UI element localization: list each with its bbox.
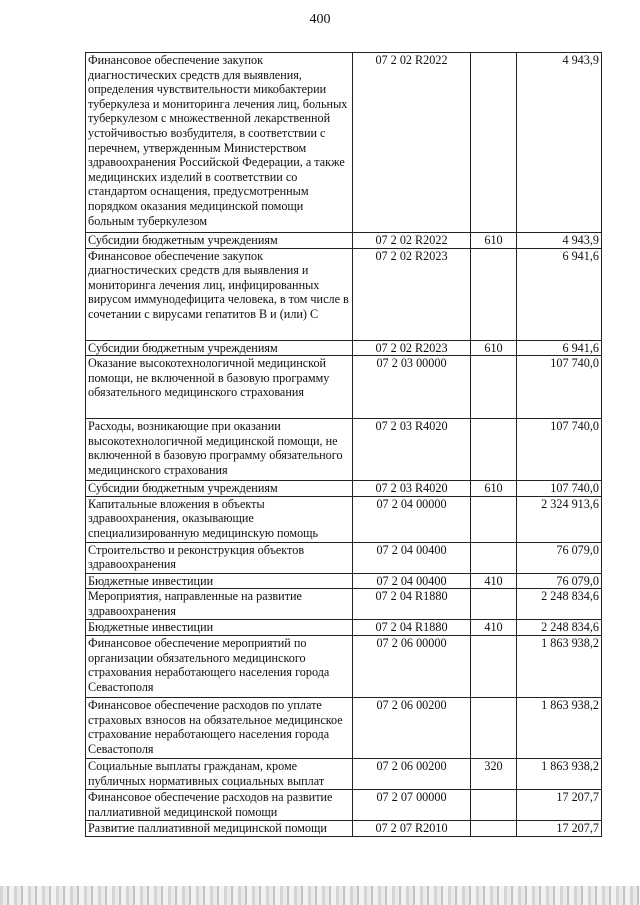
row-type xyxy=(471,53,517,233)
table-row xyxy=(86,620,602,636)
row-type: 610 xyxy=(471,340,517,356)
row-name: Мероприятия, направленные на развитие здравоохранения xyxy=(86,589,353,620)
table-row xyxy=(86,53,602,233)
row-name: Финансовое обеспечение расходов по уплате страховых взносов на обязательное медицинское страхование неработающего населения города Севастополя xyxy=(86,697,353,758)
table-row xyxy=(86,248,602,340)
table-row xyxy=(86,758,602,789)
table-row xyxy=(86,542,602,573)
table-row xyxy=(86,481,602,497)
row-code: 07 2 02 R2023 xyxy=(353,340,471,356)
row-code: 07 2 02 R2022 xyxy=(353,233,471,249)
row-name: Финансовое обеспечение закупок диагностических средств для выявления, определения чувствительности микобактерии туберкулеза и мониторинга лечения лиц, больных туберкулезом с множественной лекарственной устойчивостью возбудителя, в соответствии с перечнем, утвержденным Министерством здравоохранения Российской Федерации, а также медицинских изделий в соответствии со стандартом оснащения, предусмотренным порядком оказания медицинской помощи больным туберкулезом xyxy=(86,53,353,233)
row-code: 07 2 04 00400 xyxy=(353,573,471,589)
page-number: 400 xyxy=(309,12,331,27)
row-code: 07 2 06 00200 xyxy=(353,697,471,758)
table-row xyxy=(86,789,602,820)
row-sum: 1 863 938,2 xyxy=(517,697,602,758)
row-sum: 2 324 913,6 xyxy=(517,496,602,542)
table-row xyxy=(86,233,602,249)
row-code: 07 2 04 00000 xyxy=(353,496,471,542)
row-type xyxy=(471,356,517,419)
row-code: 07 2 02 R2023 xyxy=(353,248,471,340)
row-type: 320 xyxy=(471,758,517,789)
row-type: 610 xyxy=(471,233,517,249)
row-name: Строительство и реконструкция объектов здравоохранения xyxy=(86,542,353,573)
row-type xyxy=(471,820,517,836)
budget-table xyxy=(85,52,602,837)
table-row xyxy=(86,697,602,758)
row-code: 07 2 04 R1880 xyxy=(353,620,471,636)
row-sum: 6 941,6 xyxy=(517,340,602,356)
table-row xyxy=(86,573,602,589)
row-code: 07 2 07 00000 xyxy=(353,789,471,820)
row-type: 410 xyxy=(471,620,517,636)
row-name: Бюджетные инвестиции xyxy=(86,620,353,636)
row-name: Субсидии бюджетным учреждениям xyxy=(86,340,353,356)
row-type xyxy=(471,589,517,620)
row-code: 07 2 06 00000 xyxy=(353,635,471,697)
row-type xyxy=(471,789,517,820)
row-name: Финансовое обеспечение закупок диагностических средств для выявления и мониторинга лечения лиц, инфицированных вирусом иммунодефицита человека, в том числе в сочетании с вирусами гепатитов В и (или) С xyxy=(86,248,353,340)
row-sum: 76 079,0 xyxy=(517,542,602,573)
row-name: Субсидии бюджетным учреждениям xyxy=(86,481,353,497)
row-sum: 107 740,0 xyxy=(517,356,602,419)
row-sum: 107 740,0 xyxy=(517,419,602,481)
row-sum: 2 248 834,6 xyxy=(517,589,602,620)
row-sum: 6 941,6 xyxy=(517,248,602,340)
row-type xyxy=(471,542,517,573)
row-type xyxy=(471,419,517,481)
row-code: 07 2 07 R2010 xyxy=(353,820,471,836)
row-name: Бюджетные инвестиции xyxy=(86,573,353,589)
row-sum: 17 207,7 xyxy=(517,789,602,820)
row-sum: 17 207,7 xyxy=(517,820,602,836)
row-name: Капитальные вложения в объекты здравоохранения, оказывающие специализированную медицинскую помощь xyxy=(86,496,353,542)
row-type: 610 xyxy=(471,481,517,497)
row-code: 07 2 03 R4020 xyxy=(353,419,471,481)
table-row xyxy=(86,340,602,356)
row-code: 07 2 02 R2022 xyxy=(353,53,471,233)
row-type xyxy=(471,248,517,340)
row-name: Социальные выплаты гражданам, кроме публичных нормативных социальных выплат xyxy=(86,758,353,789)
row-name: Финансовое обеспечение расходов на развитие паллиативной медицинской помощи xyxy=(86,789,353,820)
row-type: 410 xyxy=(471,573,517,589)
row-sum: 4 943,9 xyxy=(517,53,602,233)
table-row xyxy=(86,496,602,542)
table-row xyxy=(86,820,602,836)
scan-edge-strip xyxy=(0,886,640,905)
row-name: Субсидии бюджетным учреждениям xyxy=(86,233,353,249)
row-code: 07 2 04 R1880 xyxy=(353,589,471,620)
table-row xyxy=(86,635,602,697)
row-name: Финансовое обеспечение мероприятий по организации обязательного медицинского страхования неработающего населения города Севастополя xyxy=(86,635,353,697)
table-row xyxy=(86,589,602,620)
row-name: Развитие паллиативной медицинской помощи xyxy=(86,820,353,836)
row-sum: 2 248 834,6 xyxy=(517,620,602,636)
row-type xyxy=(471,635,517,697)
row-name: Оказание высокотехнологичной медицинской помощи, не включенной в базовую программу обязательного медицинского страхования xyxy=(86,356,353,419)
row-sum: 4 943,9 xyxy=(517,233,602,249)
row-type xyxy=(471,496,517,542)
table-row xyxy=(86,419,602,481)
row-code: 07 2 03 00000 xyxy=(353,356,471,419)
table-row xyxy=(86,356,602,419)
row-code: 07 2 04 00400 xyxy=(353,542,471,573)
row-sum: 107 740,0 xyxy=(517,481,602,497)
row-code: 07 2 06 00200 xyxy=(353,758,471,789)
row-sum: 1 863 938,2 xyxy=(517,758,602,789)
row-type xyxy=(471,697,517,758)
row-code: 07 2 03 R4020 xyxy=(353,481,471,497)
row-sum: 76 079,0 xyxy=(517,573,602,589)
row-sum: 1 863 938,2 xyxy=(517,635,602,697)
row-name: Расходы, возникающие при оказании высокотехнологичной медицинской помощи, не включенной в базовую программу обязательного медицинского страхования xyxy=(86,419,353,481)
